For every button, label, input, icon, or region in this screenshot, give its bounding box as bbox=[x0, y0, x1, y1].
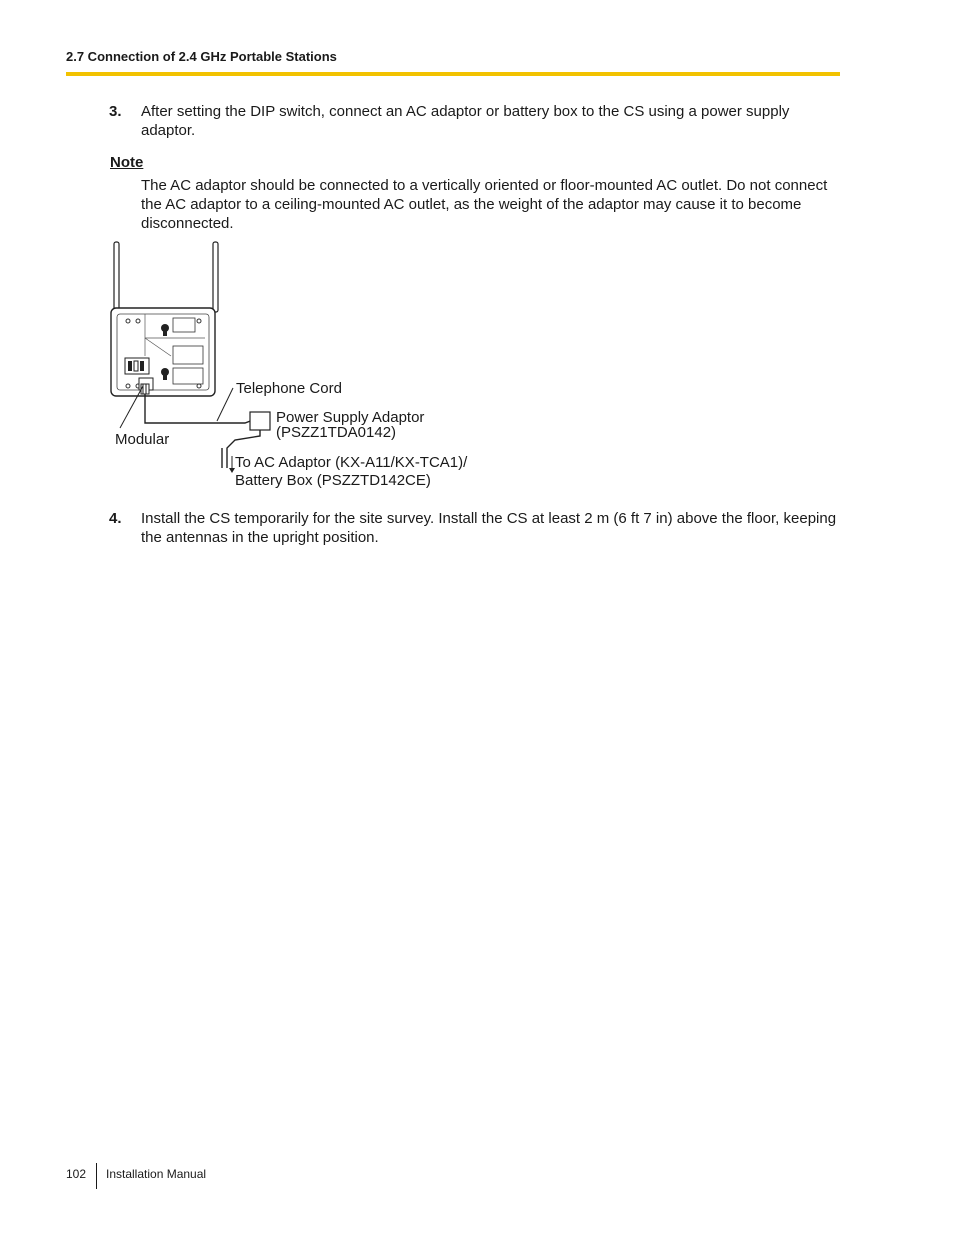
power-supply-label-1: Power Supply Adaptor bbox=[276, 409, 425, 426]
note-text: The AC adaptor should be connected to a vertically oriented or floor-mounted AC outlet. Do not connect the AC adaptor to a ceiling-mounted AC outlet, as the weight of the adaptor may cause it to become disconnected. bbox=[141, 177, 828, 232]
note-label: Note bbox=[110, 154, 144, 171]
to-ac-adaptor-label-2: Battery Box (PSZZTD142CE) bbox=[235, 472, 431, 489]
section-title: 2.7 Connection of 2.4 GHz Portable Stations bbox=[66, 49, 337, 64]
step-3-text: After setting the DIP switch, connect an AC adaptor or battery box to the CS using a power supply adaptor. bbox=[141, 103, 790, 139]
step-3-number: 3. bbox=[109, 103, 122, 120]
header-rule bbox=[66, 72, 840, 76]
page-number: 102 bbox=[66, 1167, 87, 1181]
modular-label: Modular bbox=[115, 431, 170, 448]
document-name: Installation Manual bbox=[106, 1167, 207, 1181]
step-4-text: Install the CS temporarily for the site survey. Install the CS at least 2 m (6 ft 7 in) above the floor, keeping the antennas in the upright position. bbox=[141, 510, 837, 546]
to-ac-adaptor-label-1: To AC Adaptor (KX-A11/KX-TCA1)/ bbox=[235, 454, 468, 471]
connection-diagram bbox=[105, 238, 505, 498]
step-4-number: 4. bbox=[109, 510, 122, 527]
footer-divider bbox=[96, 1163, 97, 1189]
telephone-cord-label: Telephone Cord bbox=[236, 380, 342, 397]
power-supply-label-2: (PSZZ1TDA0142) bbox=[276, 424, 397, 441]
